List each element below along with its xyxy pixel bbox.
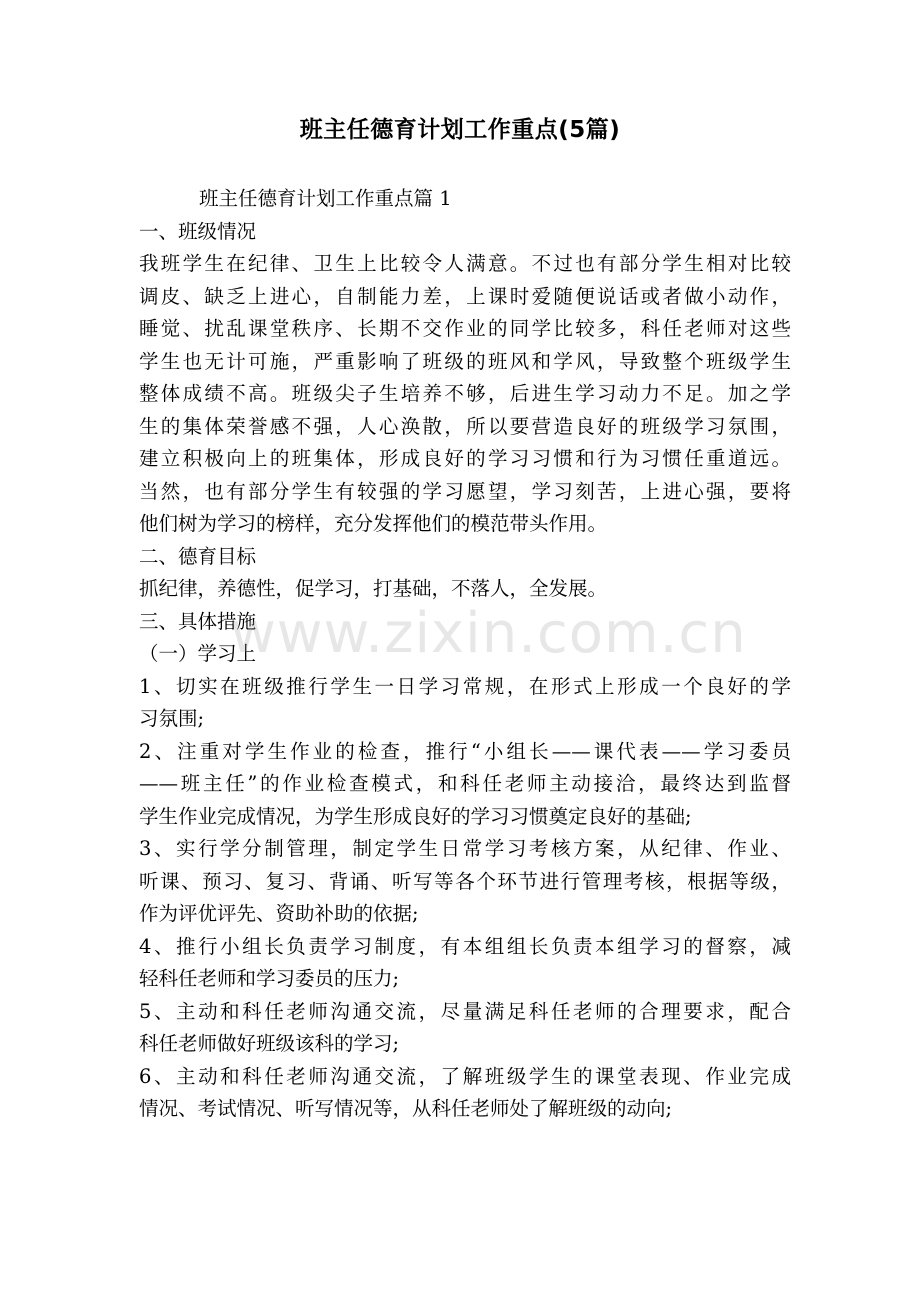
text-line: ——班主任”的作业检查模式，和科任老师主动接洽，最终达到监督	[139, 772, 791, 795]
text-line: 作为评优评先、资助补助的依据;	[139, 902, 419, 925]
text-line: 学生也无计可施，严重影响了班级的班风和学风，导致整个班级学生	[139, 349, 791, 373]
text-line: 学生作业完成情况，为学生形成良好的学习习惯奠定良好的基础;	[139, 804, 692, 828]
text-line: 他们树为学习的榜样，充分发挥他们的模范带头作用。	[139, 512, 608, 535]
text-line: 建立积极向上的班集体，形成良好的学习习惯和行为习惯任重道远。	[139, 447, 791, 470]
text-line: 整体成绩不高。班级尖子生培养不够，后进生学习动力不足。加之学	[139, 382, 791, 405]
text-line: 6、主动和科任老师沟通交流，了解班级学生的课堂表现、作业完成	[139, 1064, 791, 1088]
text-line: 一、班级情况	[139, 219, 257, 243]
text-line: 听课、预习、复习、背诵、听写等各个环节进行管理考核，根据等级，	[139, 869, 791, 893]
text-line: 科任老师做好班级该科的学习;	[139, 1032, 400, 1055]
text-line: 调皮、缺乏上进心，自制能力差，上课时爱随便说话或者做小动作，	[139, 284, 791, 308]
text-line: 二、德育目标	[139, 544, 257, 568]
text-line: 3、实行学分制管理，制定学生日常学习考核方案，从纪律、作业、	[139, 837, 791, 860]
text-line: 习氛围;	[139, 707, 205, 730]
text-line: 4、推行小组长负责学习制度，有本组组长负责本组学习的督察，减	[139, 934, 791, 958]
text-line: 2、注重对学生作业的检查，推行“小组长——课代表——学习委员	[139, 739, 791, 763]
text-line: 轻科任老师和学习委员的压力;	[139, 967, 400, 990]
text-line: 情况、考试情况、听写情况等，从科任老师处了解班级的动向;	[139, 1097, 673, 1120]
text-line: 生的集体荣誉感不强，人心涣散，所以要营造良好的班级学习氛围，	[139, 414, 791, 438]
text-line: 5、主动和科任老师沟通交流，尽量满足科任老师的合理要求，配合	[139, 999, 791, 1023]
text-line: 睡觉、扰乱课堂秩序、长期不交作业的同学比较多，科任老师对这些	[139, 317, 791, 340]
text-line: 当然，也有部分学生有较强的学习愿望，学习刻苦，上进心强，要将	[139, 479, 791, 503]
text-line: 我班学生在纪律、卫生上比较令人满意。不过也有部分学生相对比较	[139, 252, 791, 275]
text-line: （一）学习上	[139, 642, 257, 665]
text-line: 1、切实在班级推行学生一日学习常规，在形式上形成一个良好的学	[139, 674, 791, 698]
document-title: 班主任德育计划工作重点(5篇)	[299, 117, 621, 143]
text-line: 抓纪律，养德性，促学习，打基础，不落人，全发展。	[139, 577, 608, 600]
section-subtitle: 班主任德育计划工作重点篇 1	[199, 187, 452, 210]
text-line: 三、具体措施	[139, 609, 257, 633]
watermark-text: www.zixin.com.cn	[230, 601, 747, 666]
